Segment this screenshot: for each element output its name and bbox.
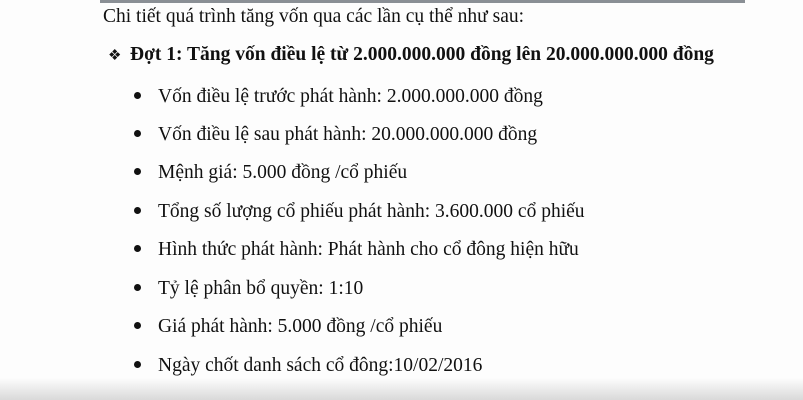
list-item: Vốn điều lệ trước phát hành: 2.000.000.000 đồng [134,86,543,108]
list-item: Mệnh giá: 5.000 đồng /cổ phiếu [134,162,407,184]
scan-shadow [0,378,803,400]
list-item: Vốn điều lệ sau phát hành: 20.000.000.000 đồng [134,124,537,146]
bullet-icon [134,92,141,99]
bullet-icon [134,284,141,291]
intro-text: Chi tiết quá trình tăng vốn qua các lần cụ thể như sau: [103,6,525,27]
bullet-icon [134,322,141,329]
bullet-icon [134,168,141,175]
bullet-icon [134,130,141,137]
section-heading [108,44,714,66]
heading-text: Đợt 1: Tăng vốn điều lệ từ 2.000.000.000 đồng lên 20.000.000.000 đồng [130,44,714,65]
bullet-icon [134,361,141,368]
list-item: Tỷ lệ phân bổ quyền: 1:10 [134,278,363,300]
list-item: Hình thức phát hành: Phát hành cho cổ đông hiện hữu [134,239,579,261]
list-item: Giá phát hành: 5.000 đồng /cổ phiếu [134,316,442,338]
bullet-icon [134,245,141,252]
diamond-bullet-icon: ❖ [108,48,122,64]
header-rule [100,0,745,3]
list-item: Tổng số lượng cổ phiếu phát hành: 3.600.000 cổ phiếu [134,201,585,223]
bullet-icon [134,207,141,214]
list-item: Ngày chốt danh sách cổ đông:10/02/2016 [134,355,482,377]
